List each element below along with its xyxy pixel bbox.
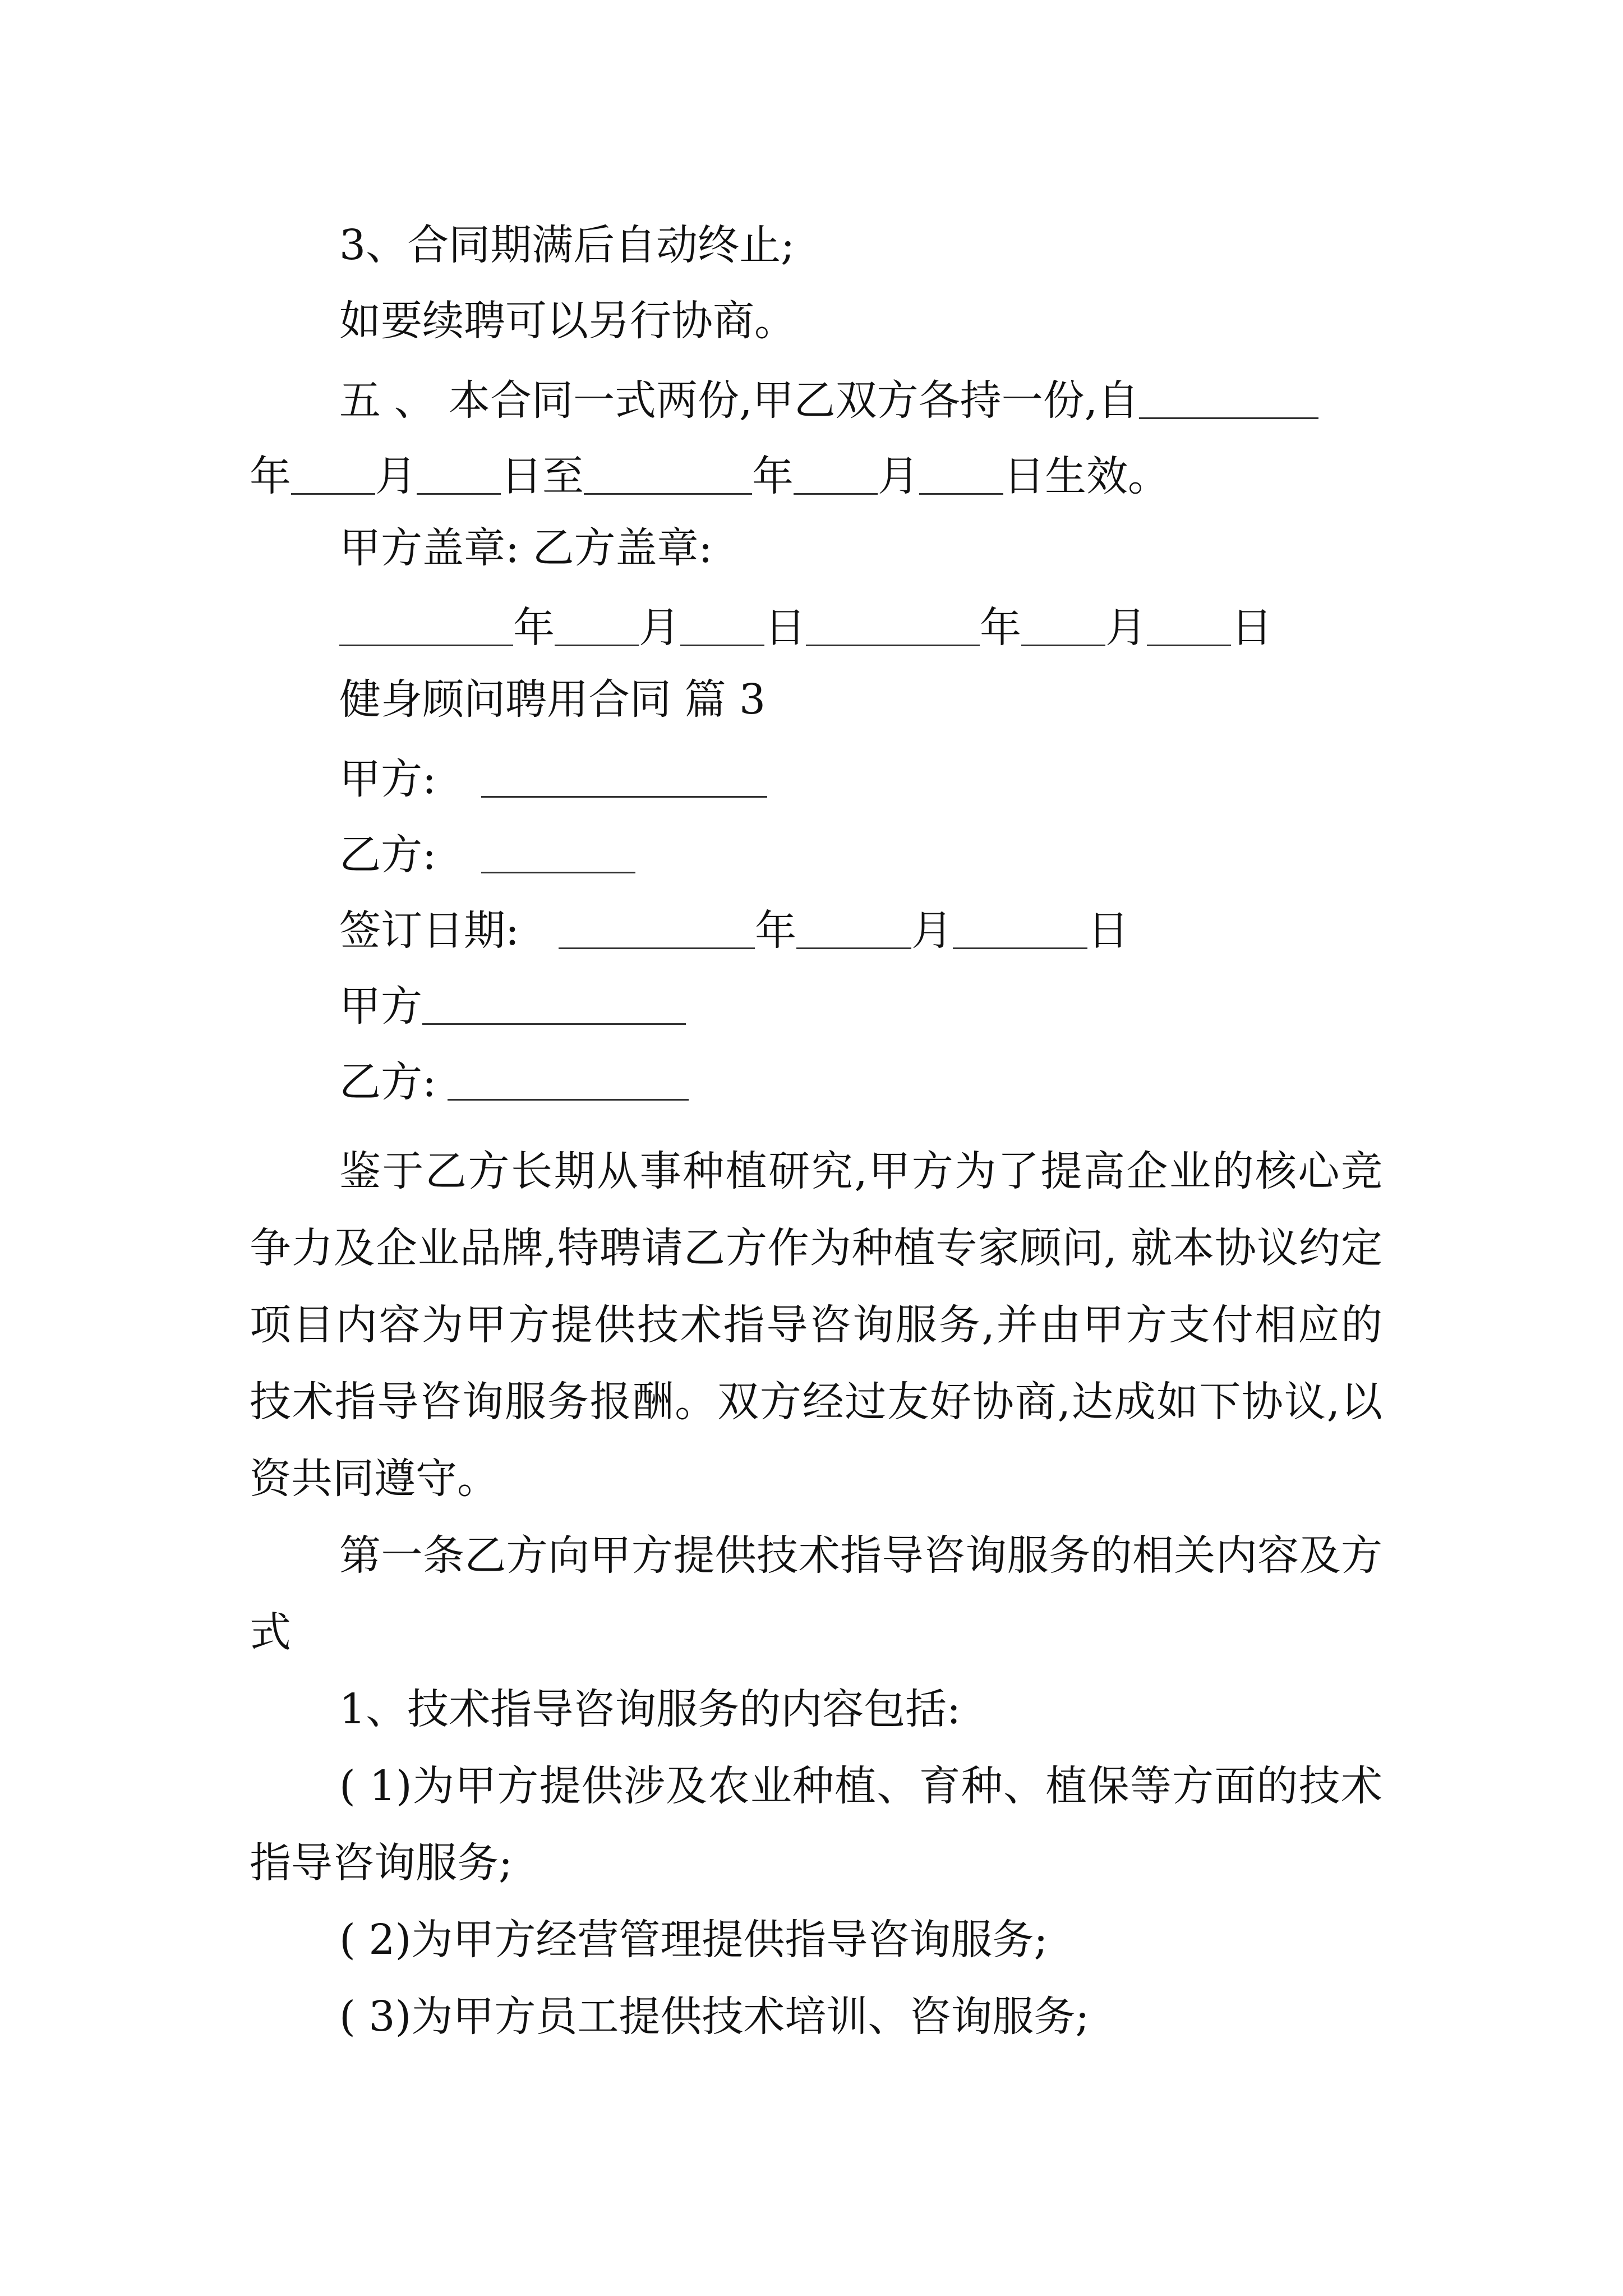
fill-blank	[555, 608, 639, 646]
signature-date-line	[250, 603, 1382, 652]
year-label: 年	[754, 907, 796, 955]
fill-blank	[796, 910, 911, 949]
fill-blank	[422, 986, 686, 1025]
fill-blank	[680, 608, 764, 646]
fill-blank	[584, 456, 752, 495]
fill-blank	[794, 456, 878, 495]
fill-blank	[481, 759, 767, 798]
clause-text: 3、合同期满后自动终止;	[339, 221, 795, 269]
article-heading: 第一条乙方向甲方提供技术指导咨询服务的相关内容及方式	[250, 1531, 1382, 1657]
clause-line	[250, 221, 1382, 269]
clause-text: 如要续聘可以另行协商。	[339, 297, 796, 345]
year-label: 年	[980, 604, 1021, 652]
fill-blank	[291, 456, 375, 495]
year-label: 年	[250, 452, 291, 500]
fill-blank	[806, 608, 980, 646]
clause-line	[250, 297, 1382, 345]
fill-blank	[1021, 608, 1105, 646]
effective-label: 日生效。	[1003, 452, 1169, 500]
fill-blank	[417, 456, 501, 495]
sign-date-label: 签订日期:	[339, 907, 519, 955]
fill-blank	[559, 910, 755, 949]
fill-blank	[953, 910, 1087, 949]
year-label: 年	[513, 604, 555, 652]
party-b-label: 乙方:	[339, 831, 436, 879]
day-label: 日至	[501, 452, 584, 500]
day-label: 日	[1087, 907, 1129, 955]
party-a-line	[250, 754, 1382, 803]
month-label: 月	[639, 604, 680, 652]
month-label: 月	[1105, 604, 1147, 652]
date-line	[250, 452, 1382, 500]
party-a-line	[250, 982, 1382, 1030]
fill-blank	[1147, 608, 1231, 646]
body-paragraph: 1、技术指导咨询服务的内容包括:	[339, 1685, 961, 1733]
party-a-label: 甲方:	[339, 755, 436, 803]
clause-line	[250, 376, 1382, 425]
party-b-line	[250, 1057, 1382, 1106]
list-item: ( 3)为甲方员工提供技术培训、咨询服务;	[339, 1993, 1090, 2041]
month-label: 月	[878, 452, 919, 500]
fill-blank	[919, 456, 1003, 495]
section-title	[250, 675, 1382, 724]
month-label: 月	[911, 907, 953, 955]
party-a-label: 甲方	[339, 982, 422, 1030]
section-title-text: 健身顾问聘用合同 篇 3	[339, 675, 766, 724]
clause-text: 五 、 本合同一式两份,甲乙双方各持一份,自	[339, 376, 1140, 425]
sign-date-line	[250, 906, 1382, 955]
fill-blank	[448, 1062, 689, 1101]
year-label: 年	[752, 452, 794, 500]
month-label: 月	[375, 452, 417, 500]
seal-text: 甲方盖章: 乙方盖章:	[339, 524, 713, 572]
body-paragraph: 鉴于乙方长期从事种植研究,甲方为了提高企业的核心竞争力及企业品牌,特聘请乙方作为种植专家顾问, 就本协议约定项目内容为甲方提供技术指导咨询服务,并由甲方支付相应的技术指导咨询服务报酬。双方经过友好协商,达成如下协议,以资共同遵守。	[250, 1147, 1382, 1503]
seal-line	[250, 524, 1382, 572]
day-label: 日	[764, 604, 806, 652]
list-item: ( 1)为甲方提供涉及农业种植、育种、植保等方面的技术指导咨询服务;	[250, 1762, 1382, 1887]
list-item: ( 2)为甲方经营管理提供指导咨询服务;	[339, 1916, 1048, 1964]
fill-blank	[481, 835, 635, 873]
fill-blank	[1139, 380, 1318, 419]
fill-blank	[339, 608, 513, 646]
party-b-label: 乙方:	[339, 1058, 436, 1106]
day-label: 日	[1231, 604, 1272, 652]
party-b-line	[250, 830, 1382, 879]
